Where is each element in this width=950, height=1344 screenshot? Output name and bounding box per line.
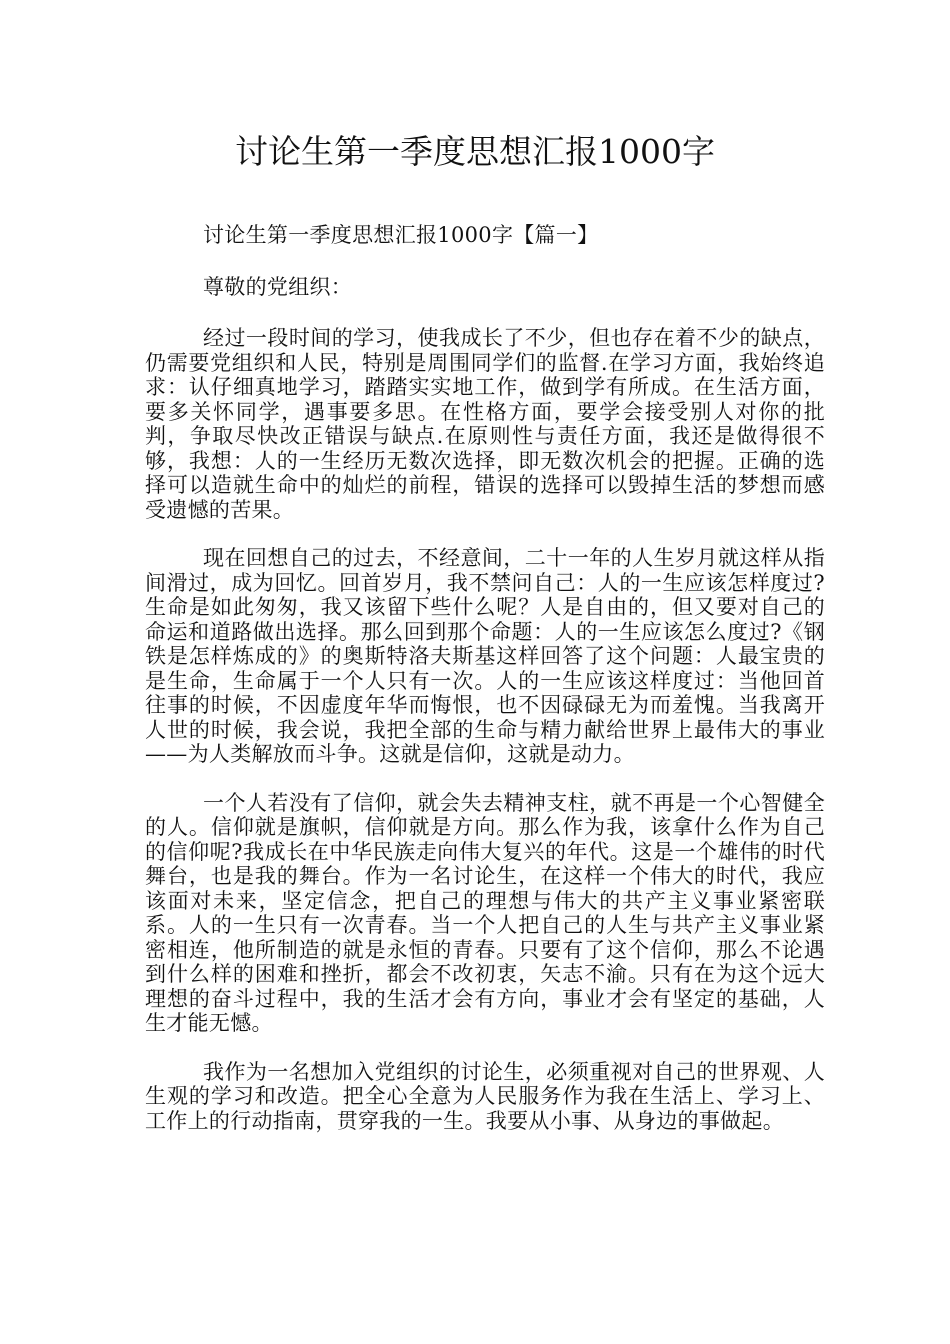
paragraph-2: 现在回想自己的过去，不经意间，二十一年的人生岁月就这样从指间滑过，成为回忆。回首岁月，我不禁问自己：人的一生应该怎样度过?生命是如此匆匆，我又该留下些什么呢？人是自由的，但又要对自己的命运和道路做出选择。那么回到那个命题：人的一生应该怎么度过?《钢铁是怎样炼成的》的奥斯特洛夫斯基这样回答了这个问题：人最宝贵的是生命，生命属于一个人只有一次。人的一生应该这样度过：当他回首往事的时候，不因虚度年华而悔恨，也不因碌碌无为而羞愧。当我离开人世的时候，我会说，我把全部的生命与精力献给世界上最伟大的事业——为人类解放而斗争。这就是信仰，这就是动力。 [145, 546, 825, 766]
document-title: 讨论生第一季度思想汇报1000字 [235, 132, 715, 171]
paragraph-3: 一个人若没有了信仰，就会失去精神支柱，就不再是一个心智健全的人。信仰就是旗帜，信仰就是方向。那么作为我，该拿什么作为自己的信仰呢?我成长在中华民族走向伟大复兴的年代。这是一个雄伟的时代舞台，也是我的舞台。作为一名讨论生，在这样一个伟大的时代，我应该面对未来，坚定信念，把自己的理想与伟大的共产主义事业紧密联系。人的一生只有一次青春。当一个人把自己的人生与共产主义事业紧密相连，他所制造的就是永恒的青春。只要有了这个信仰，那么不论遇到什么样的困难和挫折，都会不改初衷，矢志不渝。只有在为这个远大理想的奋斗过程中，我的生活才会有方向，事业才会有坚定的基础，人生才能无憾。 [145, 790, 825, 1035]
paragraph-1: 经过一段时间的学习，使我成长了不少，但也存在着不少的缺点，仍需要党组织和人民，特别是周围同学们的监督.在学习方面，我始终追求：认仔细真地学习，踏踏实实地工作，做到学有所成。在生活方面，要多关怀同学，遇事要多思。在性格方面，要学会接受别人对你的批判，争取尽快改正错误与缺点.在原则性与责任方面，我还是做得很不够，我想：人的一生经历无数次选择，即无数次机会的把握。正确的选择可以造就生命中的灿烂的前程，错误的选择可以毁掉生活的梦想而感受遗憾的苦果。 [145, 326, 825, 522]
document-body [145, 222, 825, 1157]
salutation: 尊敬的党组织： [203, 275, 353, 299]
section-subtitle: 讨论生第一季度思想汇报1000字【篇一】 [203, 223, 599, 247]
paragraph-4: 我作为一名想加入党组织的讨论生，必须重视对自己的世界观、人生观的学习和改造。把全心全意为人民服务作为我在生活上、学习上、工作上的行动指南，贯穿我的一生。我要从小事、从身边的事做起。 [145, 1059, 825, 1133]
